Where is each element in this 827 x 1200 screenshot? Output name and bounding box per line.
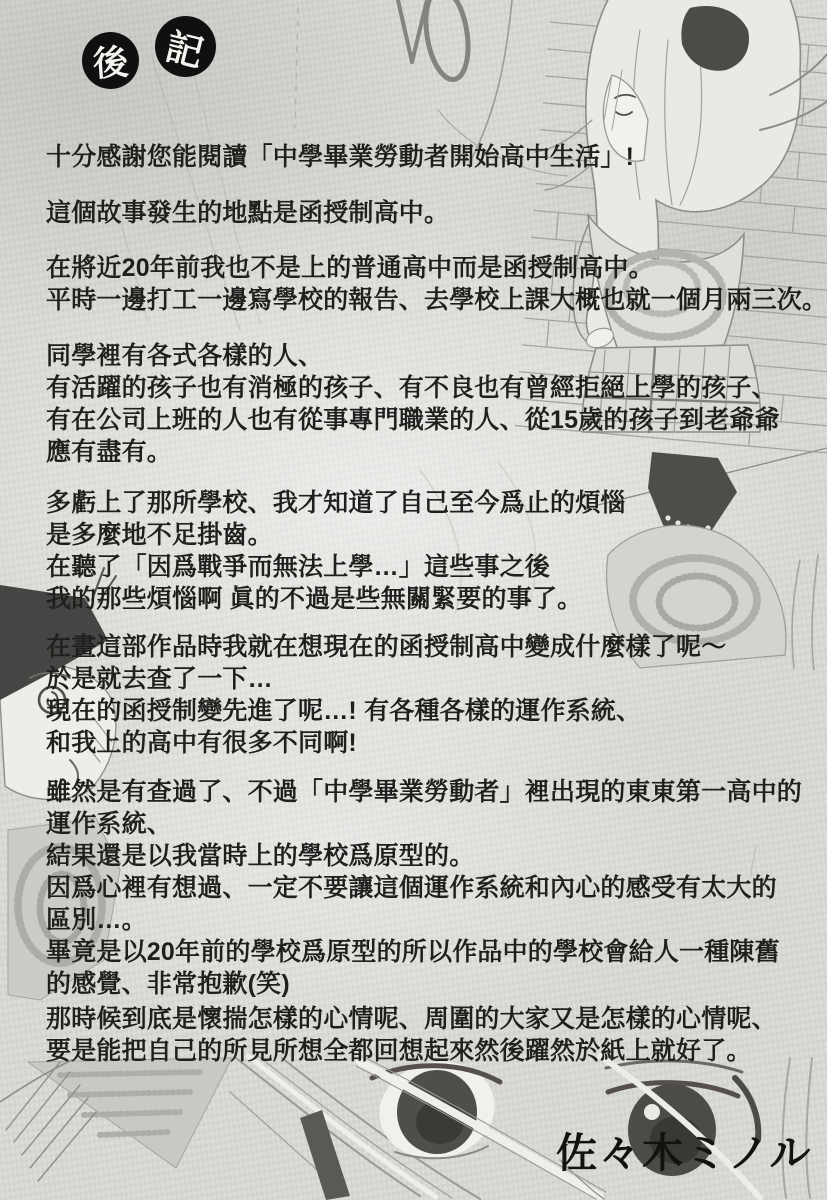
text-line: 同學裡有各式各樣的人、 xyxy=(46,342,324,370)
text-line: 這個故事發生的地點是函授制高中。 xyxy=(46,199,450,227)
paragraph-setting xyxy=(46,197,449,229)
text-line: 和我上的高中有很多不同啊! xyxy=(46,729,357,757)
text-line: 有活躍的孩子也有消極的孩子、有不良也有曾經拒絕上學的孩子、 xyxy=(46,374,777,402)
text-line: 有在公司上班的人也有從事專門職業的人、從15歲的孩子到老爺爺 xyxy=(46,406,780,434)
paragraph-school-model xyxy=(46,776,802,1000)
text-line: 在聽了「因爲戰爭而無法上學…」這些事之後 xyxy=(46,553,551,581)
text-line: 畢竟是以20年前的學校爲原型的所以作品中的學校會給人一種陳舊 xyxy=(46,938,780,966)
paragraph-research xyxy=(46,631,726,759)
text-line: 應有盡有。 xyxy=(46,438,173,466)
text-line: 平時一邊打工一邊寫學校的報告、去學校上課大概也就一個月兩三次。 xyxy=(46,286,827,314)
text-line: 在畫這部作品時我就在想現在的函授制高中變成什麼樣了呢～ xyxy=(46,633,727,661)
text-line: 現在的函授制變先進了呢…! 有各種各樣的運作系統、 xyxy=(46,697,642,725)
text-line: 於是就去查了一下… xyxy=(46,665,273,693)
text-line: 區別…。 xyxy=(46,906,147,934)
text-line: 那時候到底是懷揣怎樣的心情呢、周圍的大家又是怎樣的心情呢、 xyxy=(46,1005,777,1033)
paragraph-worries xyxy=(46,487,626,615)
paragraph-classmates xyxy=(46,340,780,468)
text-line: 要是能把自己的所見所想全都回想起來然後躍然於紙上就好了。 xyxy=(46,1037,752,1065)
text-line: 因爲心裡有想過、一定不要讓這個運作系統和內心的感受有太大的 xyxy=(46,874,777,902)
text-line: 結果還是以我當時上的學校爲原型的。 xyxy=(46,842,475,870)
screentone-wedge-bottom-left xyxy=(0,1058,232,1181)
paragraph-my-school xyxy=(46,252,827,316)
text-line: 多虧上了那所學校、我才知道了自己至今爲止的煩惱 xyxy=(46,489,626,517)
paragraph-thanks xyxy=(46,141,634,173)
text-line: 是多麼地不足掛齒。 xyxy=(46,521,273,549)
paragraph-closing xyxy=(46,1003,777,1067)
text-line: 在將近20年前我也不是上的普通高中而是函授制高中。 xyxy=(46,254,654,282)
author-signature: 佐々木ミノル xyxy=(556,1130,813,1176)
badge-char: 後 xyxy=(91,42,130,84)
text-line: 十分感謝您能閱讀「中學畢業勞動者開始高中生活」! xyxy=(46,143,635,171)
text-line: 我的那些煩惱啊 眞的不過是些無關緊要的事了。 xyxy=(46,585,583,613)
badge-char: 記 xyxy=(161,25,208,75)
text-line: 運作系統、 xyxy=(46,810,173,838)
text-line: 雖然是有查過了、不過「中學畢業勞動者」裡出現的東東第一高中的 xyxy=(46,778,803,806)
hair-lock xyxy=(300,1110,350,1200)
text-line: 的感覺、非常抱歉(笑) xyxy=(46,970,290,998)
